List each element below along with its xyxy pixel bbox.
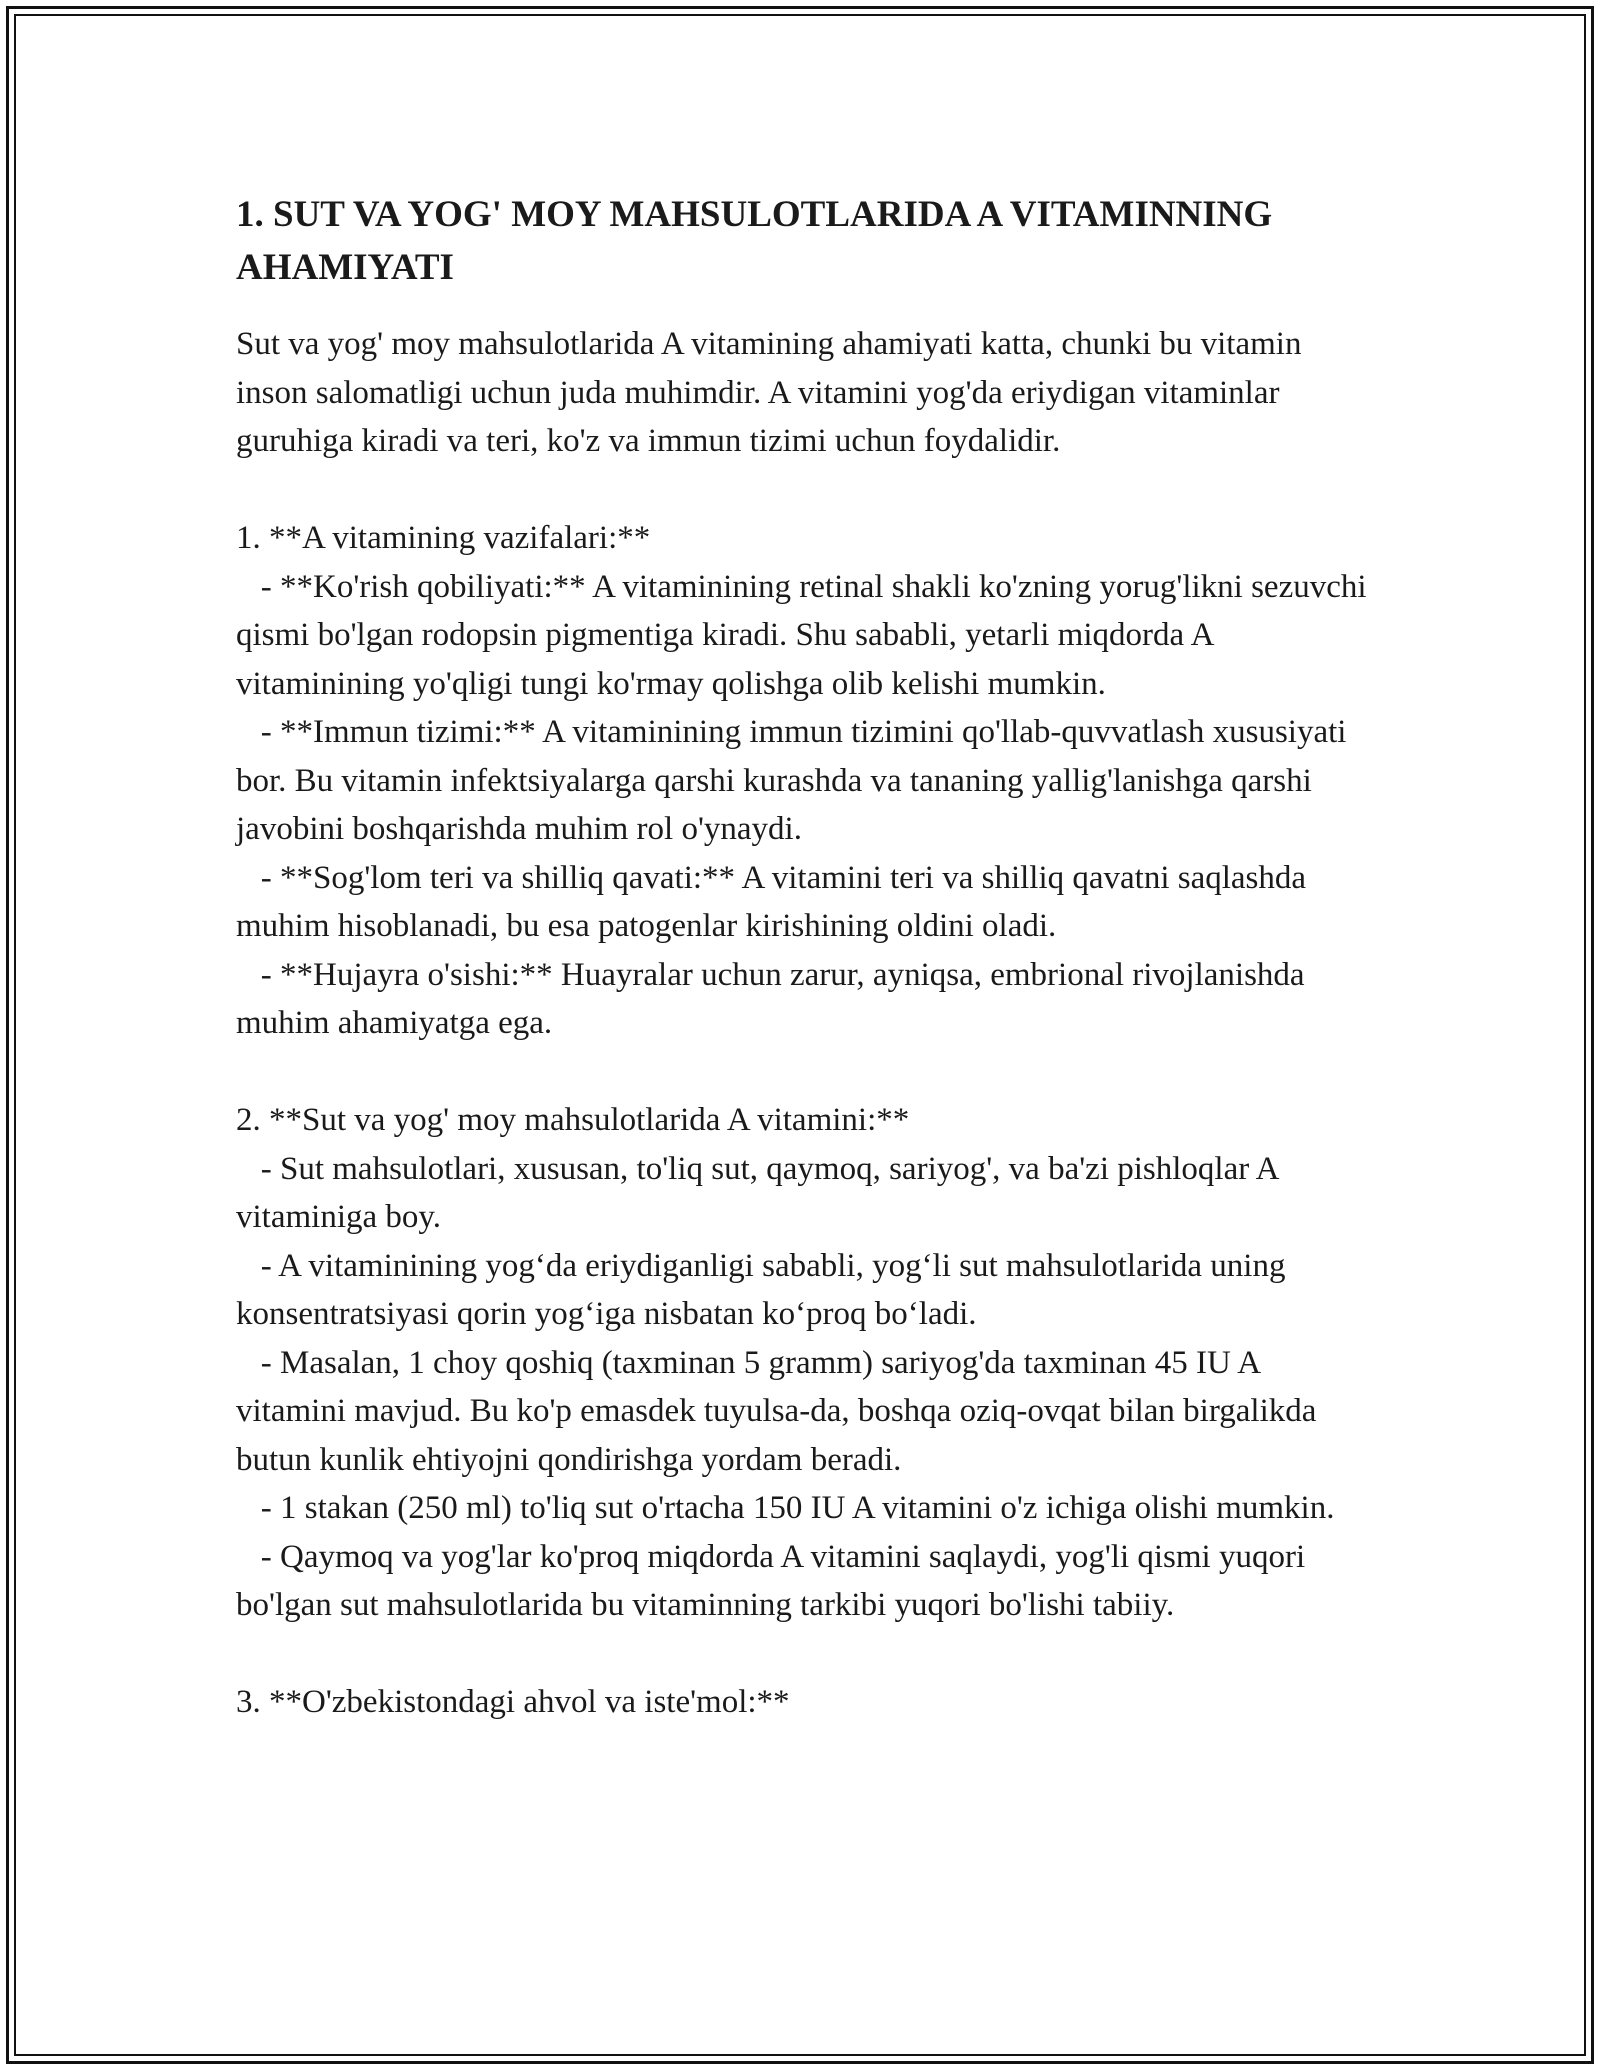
intro-paragraph: Sut va yog' moy mahsulotlarida A vitamining ahamiyati katta, chunki bu vitamin inson salomatligi uchun juda muhimdir. A vitamini yog'da eriydigan vitaminlar guruhiga kiradi va teri, ko'z va immun tizimi uchun foydalidir. bbox=[236, 326, 1302, 459]
section-1 bbox=[236, 514, 1376, 1048]
list-item-text: - **Ko'rish qobiliyati:** A vitaminining retinal shakli ko'zning yorug'likni sezuvchi qismi bo'lgan rodopsin pigmentiga kiradi. Shu sababli, yetarli miqdorda A vitaminining yo'qligi tungi ko'rmay qolishga olib kelishi mumkin. bbox=[236, 568, 1367, 702]
section-heading: 3. **O'zbekistondagi ahvol va iste'mol:** bbox=[236, 1684, 790, 1720]
list-item bbox=[236, 708, 1376, 854]
list-item-text: - Masalan, 1 choy qoshiq (taxminan 5 gramm) sariyog'da taxminan 45 IU A vitamini mavjud. Bu ko'p emasdek tuyulsa-da, boshqa oziq-ovqat bilan birgalikda butun kunlik ehtiyojni qondirishga yordam beradi. bbox=[236, 1344, 1317, 1478]
section-2 bbox=[236, 1096, 1376, 1630]
list-item-text: - 1 stakan (250 ml) to'liq sut o'rtacha 150 IU A vitamini o'z ichiga olishi mumkin. bbox=[260, 1490, 1335, 1526]
list-item-text: - **Hujayra o'sishi:** Huayralar uchun zarur, ayniqsa, embrional rivojlanishda muhim ahamiyatga ega. bbox=[236, 956, 1305, 1041]
list-item-text: - A vitaminining yog‘da eriydiganligi sababli, yog‘li sut mahsulotlarida uning konsentratsiyasi qorin yog‘iga nisbatan ko‘proq bo‘ladi. bbox=[236, 1247, 1286, 1332]
list-item bbox=[236, 1533, 1376, 1630]
list-item bbox=[236, 1484, 1376, 1533]
list-item bbox=[236, 951, 1376, 1048]
list-item-text: - Qaymoq va yog'lar ko'proq miqdorda A vitamini saqlaydi, yog'li qismi yuqori bo'lgan sut mahsulotlarida bu vitaminning tarkibi yuqori bo'lishi tabiiy. bbox=[236, 1538, 1306, 1623]
list-item-text: - **Sog'lom teri va shilliq qavati:** A vitamini teri va shilliq qavatni saqlashda muhim hisoblanadi, bu esa patogenlar kirishining oldini oladi. bbox=[236, 859, 1307, 944]
document-body bbox=[236, 188, 1376, 1727]
list-item bbox=[236, 1242, 1376, 1339]
list-item bbox=[236, 854, 1376, 951]
list-item bbox=[236, 563, 1376, 709]
list-item bbox=[236, 1145, 1376, 1242]
list-item-text: - **Immun tizimi:** A vitaminining immun tizimini qo'llab-quvvatlash xususiyati bor. Bu vitamin infektsiyalarga qarshi kurashda va tananing yallig'lanishga qarshi javobini boshqarishda muhim rol o'ynaydi. bbox=[236, 714, 1347, 847]
list-item bbox=[236, 1339, 1376, 1485]
document-title: 1. SUT VA YOG' MOY MAHSULOTLARIDA A VITAMINNING AHAMIYATI bbox=[236, 194, 1273, 288]
list-item-text: - Sut mahsulotlari, xususan, to'liq sut, qaymoq, sariyog', va ba'zi pishloqlar A vitaminiga boy. bbox=[236, 1150, 1278, 1235]
section-3 bbox=[236, 1678, 1376, 1727]
section-heading: 2. **Sut va yog' moy mahsulotlarida A vitamini:** bbox=[236, 1102, 910, 1138]
section-heading: 1. **A vitamining vazifalari:** bbox=[236, 520, 651, 556]
